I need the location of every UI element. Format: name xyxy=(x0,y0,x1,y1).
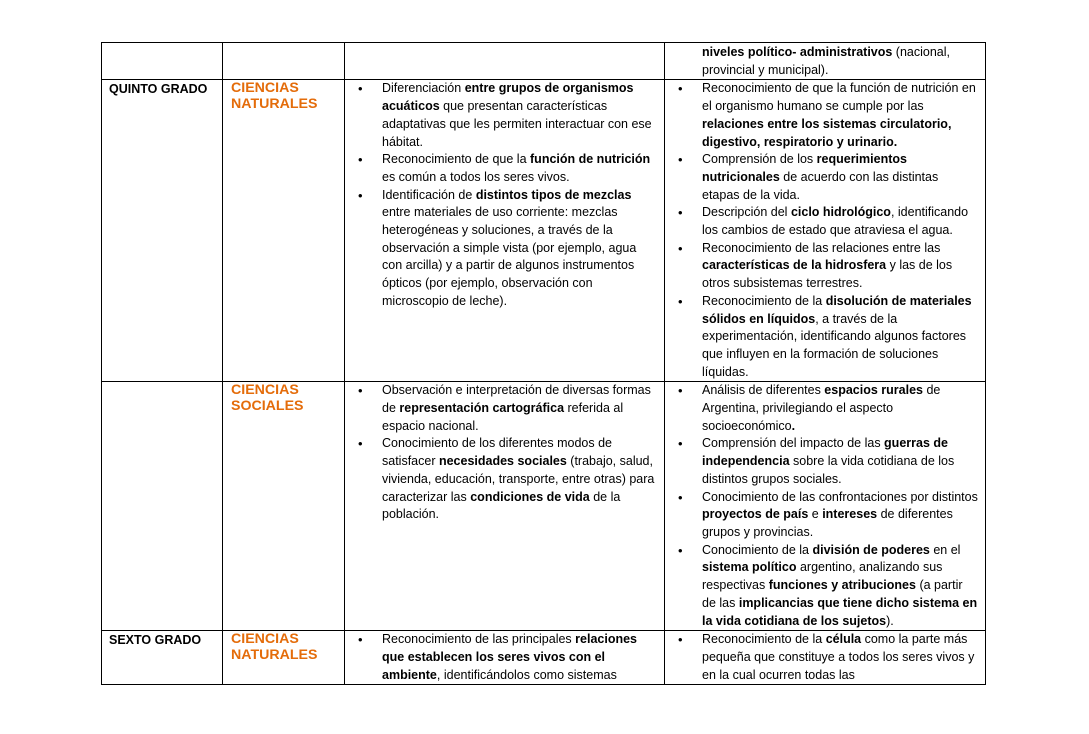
content-list xyxy=(665,80,985,381)
text-segment: Observación e interpretación de diversas formas de xyxy=(382,383,651,416)
bold-text: implicancias que tiene dicho sistema en la vida cotidiana de los sujetos xyxy=(702,595,978,628)
text-segment: Análisis de diferentes xyxy=(702,383,825,398)
table-row xyxy=(102,382,986,631)
list-item xyxy=(665,151,979,204)
area-label: CIENCIAS NATURALES xyxy=(231,80,318,113)
text-segment: y las de los otros subsistemas terrestres. xyxy=(702,258,953,291)
bold-text: proyectos de país xyxy=(702,507,809,522)
text-segment: Reconocimiento de las principales xyxy=(382,632,576,647)
text-segment: e xyxy=(808,507,823,522)
area-cell xyxy=(223,631,345,685)
grade-cell xyxy=(102,382,223,631)
text-segment: (a partir de las xyxy=(702,578,963,610)
bold-text: disolución de materiales sólidos en líquidos xyxy=(702,293,972,326)
text-segment: Reconocimiento de que la xyxy=(382,152,531,167)
text-segment: como la parte más pequeña que constituye a todos los seres vivos y en la cual ocurren todas las xyxy=(702,632,975,682)
area-cell xyxy=(223,80,345,382)
list-item xyxy=(665,542,979,631)
content-cell-secondary xyxy=(665,382,986,631)
bold-text: relaciones entre los sistemas circulatorio, digestivo, respiratorio y urinario. xyxy=(702,116,952,149)
bold-text: características de la hidrosfera xyxy=(702,258,887,273)
text-segment: Comprensión de los xyxy=(702,152,817,167)
text-segment: Diferenciación xyxy=(382,81,465,96)
content-cell-secondary xyxy=(665,631,986,685)
table-row xyxy=(102,43,986,80)
area-label: CIENCIAS SOCIALES xyxy=(231,382,304,415)
bold-text: requerimientos nutricionales xyxy=(702,152,907,184)
table-row xyxy=(102,80,986,382)
list-item xyxy=(345,382,658,435)
list-item xyxy=(345,151,658,186)
bold-text: función de nutrición xyxy=(530,152,651,167)
text-segment: Conocimiento de las confrontaciones por distintos xyxy=(702,489,978,504)
bold-text: célula xyxy=(825,632,862,647)
list-item xyxy=(665,631,979,684)
text-segment: Reconocimiento de la xyxy=(702,632,826,647)
text-segment: que presentan características adaptativas que les permiten interactuar con ese hábitat. xyxy=(382,99,652,149)
content-cell-secondary xyxy=(665,80,986,382)
list-item xyxy=(665,382,979,435)
grade-cell: QUINTO GRADO xyxy=(102,80,223,382)
text-segment: , identificando los cambios de estado que atraviesa el agua. xyxy=(702,205,969,238)
text-segment: es común a todos los seres vivos. xyxy=(382,169,570,184)
bold-text: representación cartográfica xyxy=(399,401,565,416)
content-cell-primary xyxy=(345,43,665,80)
text-segment: de la población. xyxy=(382,489,621,522)
content-cell-primary xyxy=(345,631,665,685)
area-label: CIENCIAS NATURALES xyxy=(231,631,318,664)
text-segment: ). xyxy=(886,613,894,628)
content-list xyxy=(345,382,664,524)
text-segment: Reconocimiento de las relaciones entre las xyxy=(702,240,941,255)
bold-text: intereses xyxy=(822,507,878,522)
list-item xyxy=(665,489,979,542)
text-segment: Reconocimiento de que la función de nutrición en el organismo humano se cumple por las xyxy=(702,81,976,114)
bold-text: . xyxy=(791,418,796,433)
bold-text: condiciones de vida xyxy=(470,489,590,504)
bold-text: funciones y atribuciones xyxy=(768,578,916,593)
text-segment: de Argentina, privilegiando el aspecto socioeconómico xyxy=(702,383,941,433)
text-segment: Conocimiento de la xyxy=(702,542,813,557)
bold-text: ciclo hidrológico xyxy=(790,205,891,220)
bold-text: guerras de independencia xyxy=(702,436,948,469)
grade-cell xyxy=(102,43,223,80)
content-cell-primary xyxy=(345,80,665,382)
list-item xyxy=(345,187,658,311)
area-cell xyxy=(223,43,345,80)
list-item xyxy=(665,293,979,382)
list-item xyxy=(665,204,979,239)
text-segment: entre materiales de uso corriente: mezclas heterogéneas y soluciones, a través de la observación a simple vista (por ejemplo, agua con arcilla) y a partir de algunos instrumentos ópticos (por ejemplo, observación con microscopio de leche). xyxy=(382,205,637,308)
text-segment: Descripción del xyxy=(702,205,791,220)
bold-text: necesidades sociales xyxy=(438,454,567,469)
text-segment: (trabajo, salud, vivienda, educación, transporte, entre otras) para caracterizar las xyxy=(382,454,655,504)
bold-text: distintos tipos de mezclas xyxy=(475,187,632,202)
text-segment: en el xyxy=(929,542,961,557)
list-item xyxy=(665,435,979,488)
text-segment: de diferentes grupos y provincias. xyxy=(702,507,953,539)
list-item xyxy=(345,435,658,524)
content-list xyxy=(345,80,664,310)
text-segment: , a través de la experimentación, identificando algunos factores que influyen en la formación de soluciones líquidas. xyxy=(702,311,967,379)
text-segment: Identificación de xyxy=(382,187,476,202)
text-segment: argentino, analizando sus respectivas xyxy=(702,560,943,593)
text-segment: de acuerdo con las distintas etapas de la vida. xyxy=(702,169,939,202)
curriculum-page xyxy=(101,42,985,685)
content-list xyxy=(665,382,985,630)
bold-text: relaciones que establecen los seres vivos con el ambiente xyxy=(382,632,638,682)
content-cell-primary xyxy=(345,382,665,631)
text-segment: sobre la vida cotidiana de los distintos grupos sociales. xyxy=(702,454,955,486)
table-row xyxy=(102,631,986,685)
text-segment: Reconocimiento de la xyxy=(702,293,826,308)
bold-text: división de poderes xyxy=(812,542,930,557)
bold-text: entre grupos de organismos acuáticos xyxy=(382,81,634,114)
bold-text: espacios rurales xyxy=(824,383,923,398)
text-segment: Comprensión del impacto de las xyxy=(702,436,885,451)
list-item xyxy=(345,80,658,151)
list-item xyxy=(665,80,979,151)
bold-text: niveles político- administrativos xyxy=(702,45,893,59)
content-list xyxy=(665,631,985,684)
content-list xyxy=(345,631,664,684)
text-segment: (nacional, provincial y municipal). xyxy=(702,45,951,77)
list-item xyxy=(665,240,979,293)
grade-cell: SEXTO GRADO xyxy=(102,631,223,685)
continued-text xyxy=(702,44,979,79)
curriculum-table xyxy=(101,42,986,685)
bold-text: sistema político xyxy=(702,560,797,575)
text-segment: , identificándolos como sistemas xyxy=(436,667,617,682)
area-cell xyxy=(223,382,345,631)
content-cell-secondary xyxy=(665,43,986,80)
list-item xyxy=(345,631,658,684)
text-segment: Conocimiento de los diferentes modos de satisfacer xyxy=(382,436,612,469)
text-segment: referida al espacio nacional. xyxy=(382,401,624,433)
